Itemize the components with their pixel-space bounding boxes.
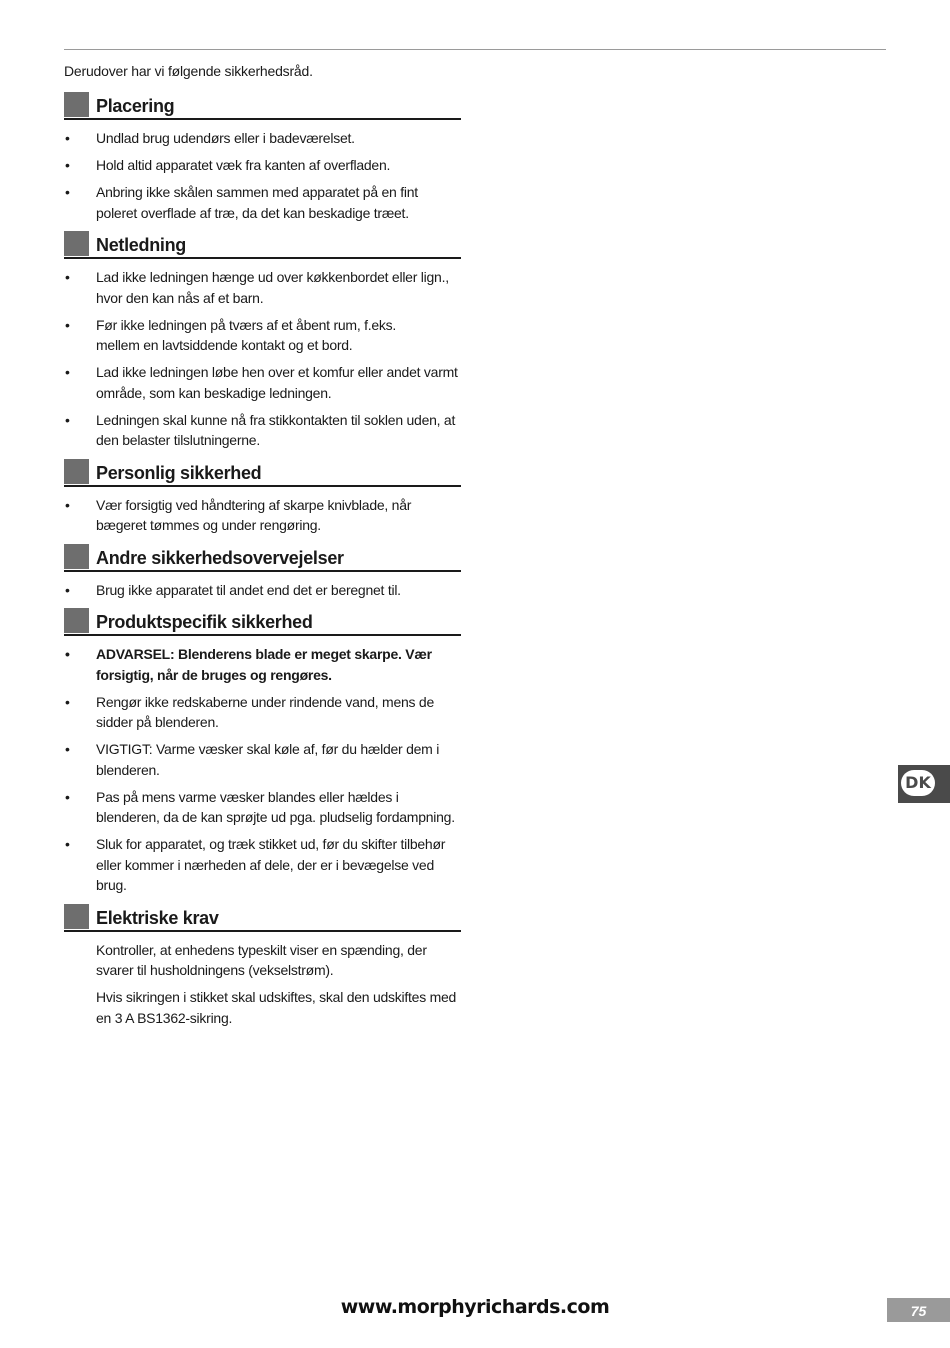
bullet-list	[64, 644, 461, 896]
section-andre-sikkerhedsovervejelser	[64, 544, 461, 601]
section-netledning	[64, 231, 461, 451]
list-item	[64, 787, 461, 828]
bullet-glyph: •	[65, 184, 70, 200]
bullet-glyph: •	[65, 130, 70, 146]
paragraph: Kontroller, at enhedens typeskilt viser en spænding, der svarer til husholdningens (vekselstrøm).	[96, 941, 427, 978]
bullet-glyph: •	[65, 496, 70, 513]
list-item	[64, 644, 461, 685]
list-item	[64, 692, 461, 733]
list-item-text: VIGTIGT: Varme væsker skal køle af, før du hælder dem i blenderen.	[96, 741, 440, 778]
bullet-list	[64, 580, 461, 601]
bullet-list	[64, 128, 461, 223]
page-number: 75	[887, 1298, 950, 1322]
list-item	[64, 362, 461, 403]
section-title: Elektriske krav	[96, 907, 219, 928]
section-title: Placering	[96, 96, 175, 116]
section-marker-box	[64, 544, 89, 569]
list-item-text: Ledningen skal kunne nå fra stikkontakten til soklen uden, at den belaster tilslutningerne.	[96, 411, 456, 448]
bullet-glyph: •	[65, 646, 70, 662]
bullet-glyph: •	[65, 364, 70, 380]
section-header	[64, 231, 461, 259]
list-item	[64, 267, 461, 308]
list-item-text: Rengør ikke redskaberne under rindende vand, mens de sidder på blenderen.	[96, 693, 434, 730]
section-elektriske-krav	[64, 904, 461, 1029]
list-item-text: Lad ikke ledningen løbe hen over et komfur eller andet varmt område, som kan beskadige ledningen.	[96, 364, 458, 401]
footer-url: www.morphyrichards.com	[340, 1296, 610, 1318]
list-item	[64, 495, 461, 536]
bullet-glyph: •	[65, 269, 70, 285]
bullet-glyph: •	[65, 157, 70, 173]
section-header	[64, 904, 461, 932]
list-item	[64, 739, 461, 780]
list-item	[64, 182, 461, 223]
section-title: Netledning	[96, 235, 186, 255]
section-marker-box	[64, 231, 89, 256]
intro-text: Derudover har vi følgende sikkerhedsråd.	[64, 63, 313, 79]
bullet-glyph: •	[65, 411, 70, 428]
bullet-glyph: •	[65, 316, 70, 333]
list-item	[64, 128, 461, 149]
section-title: Personlig sikkerhed	[96, 462, 262, 483]
list-item	[64, 315, 461, 356]
list-item-text: Lad ikke ledningen hænge ud over køkkenbordet eller lign., hvor den kan nås af et barn.	[96, 269, 449, 306]
section-title: Produktspecifik sikkerhed	[96, 612, 313, 632]
language-badge: DK	[901, 770, 935, 796]
section-marker-box	[64, 92, 89, 117]
section-marker-box	[64, 904, 89, 929]
list-item-text-line2: mellem en lavtsiddende kontakt og et bord.	[96, 337, 353, 353]
list-item-text: Undlad brug udendørs eller i badeværelset.	[96, 130, 355, 146]
list-item-text: Brug ikke apparatet til andet end det er beregnet til.	[96, 581, 401, 598]
bullet-glyph: •	[65, 693, 70, 710]
list-item-text: Sluk for apparatet, og træk stikket ud, før du skifter tilbehør eller kommer i nærheden af dele, der er i bevægelse ved brug.	[96, 836, 446, 893]
list-item-text: Pas på mens varme væsker blandes eller hældes i blenderen, da de kan sprøjte ud pga. pludselig fordampning.	[96, 788, 455, 825]
list-item	[64, 410, 461, 451]
section-marker-box	[64, 459, 89, 484]
bullet-glyph: •	[65, 836, 70, 852]
list-item	[64, 580, 461, 601]
bullet-glyph: •	[65, 788, 70, 805]
list-item-text: ADVARSEL: Blenderens blade er meget skarpe. Vær forsigtig, når de bruges og rengøres.	[96, 646, 432, 683]
bullet-glyph: •	[65, 581, 70, 598]
bullet-glyph: •	[65, 741, 70, 757]
top-rule	[64, 49, 886, 50]
list-item	[64, 834, 461, 896]
language-tab	[898, 765, 950, 803]
section-marker-box	[64, 608, 89, 633]
section-title: Andre sikkerhedsovervejelser	[96, 547, 344, 568]
bullet-list	[64, 495, 461, 536]
safety-content	[64, 92, 461, 1036]
section-produktspecifik-sikkerhed	[64, 608, 461, 896]
bullet-list	[64, 267, 461, 451]
section-header	[64, 92, 461, 120]
list-item-text: Vær forsigtig ved håndtering af skarpe knivblade, når bægeret tømmes og under rengøring.	[96, 496, 412, 533]
list-item-text: Før ikke ledningen på tværs af et åbent rum, f.eks.	[96, 316, 397, 333]
section-header	[64, 459, 461, 487]
list-item-text: Anbring ikke skålen sammen med apparatet på en fint poleret overflade af træ, da det kan beskadige træet.	[96, 184, 418, 221]
section-header	[64, 608, 461, 636]
list-item	[64, 155, 461, 176]
paragraph: Hvis sikringen i stikket skal udskiftes, skal den udskiftes med en 3 A BS1362-sikring.	[96, 989, 457, 1026]
section-personlig-sikkerhed	[64, 459, 461, 536]
section-header	[64, 544, 461, 572]
section-placering	[64, 92, 461, 223]
list-item-text: Hold altid apparatet væk fra kanten af overfladen.	[96, 157, 391, 173]
